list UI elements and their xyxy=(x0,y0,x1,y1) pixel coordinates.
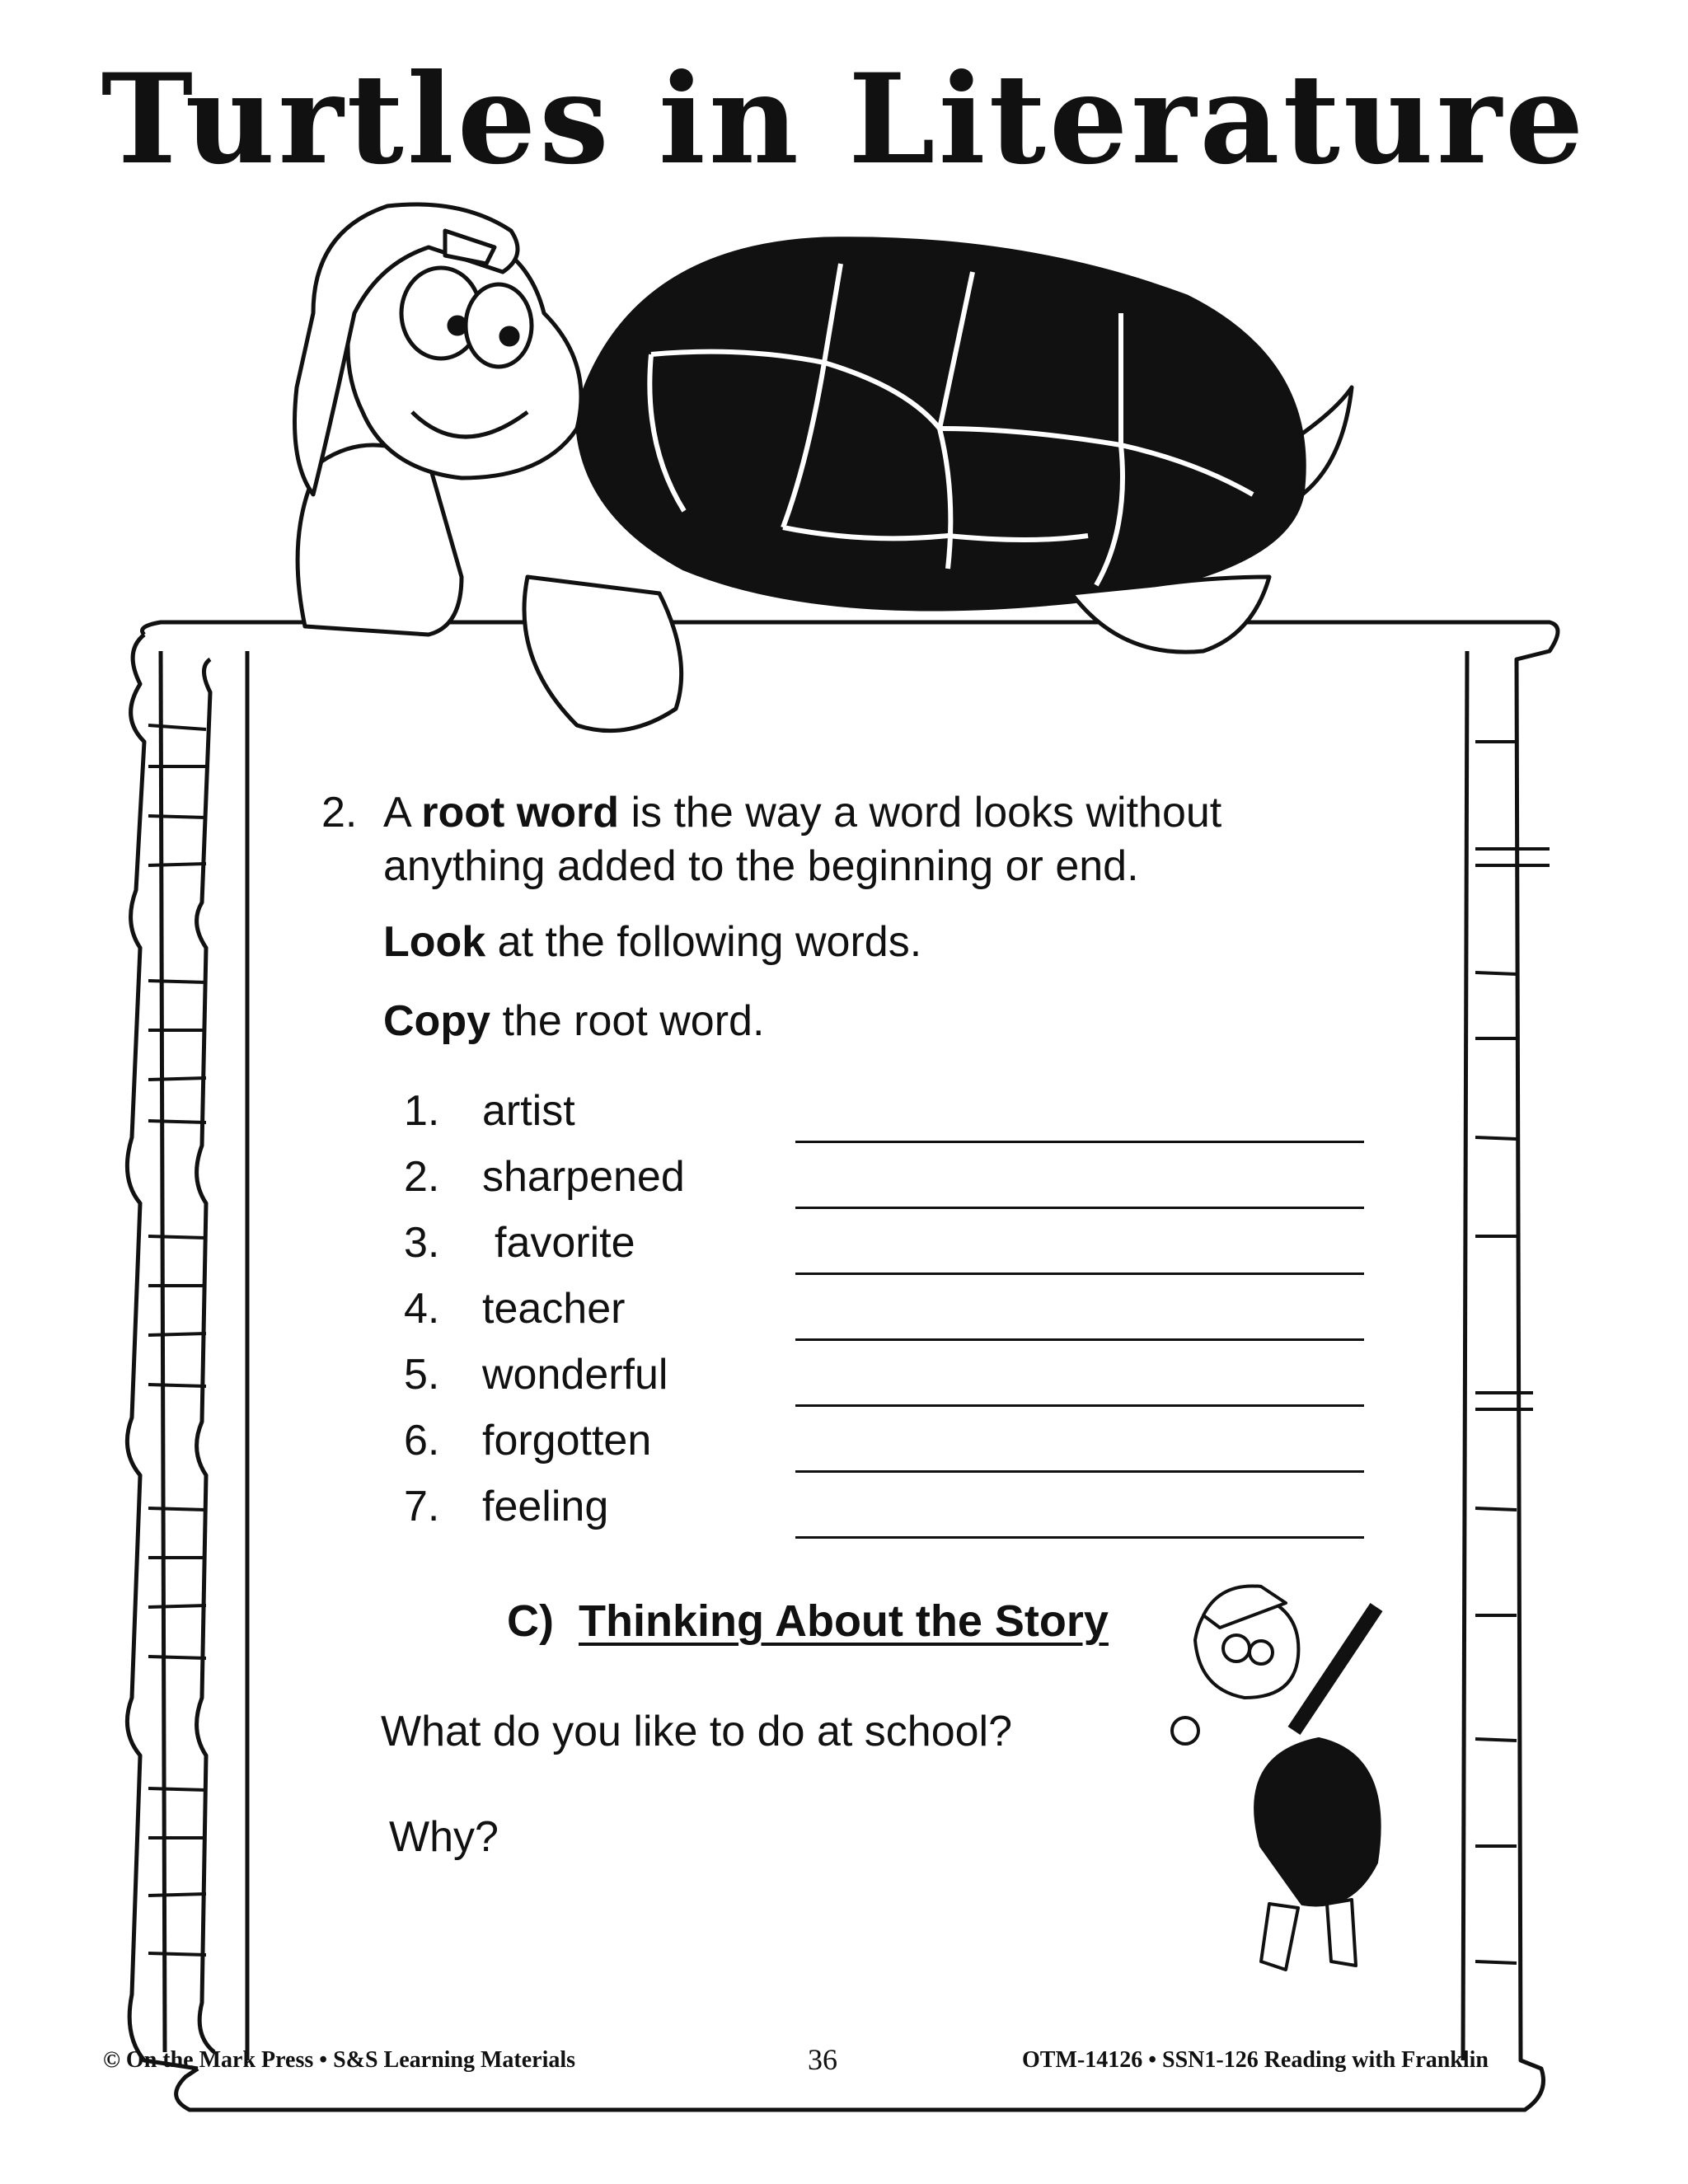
word-text: favorite xyxy=(495,1219,635,1267)
footer-publisher: © On the Mark Press • S&S Learning Materials xyxy=(103,2047,576,2073)
section-c-letter: C) xyxy=(507,1596,554,1646)
question-definition-line-1 xyxy=(383,787,1221,838)
question-number: 2. xyxy=(321,789,358,837)
answer-line[interactable] xyxy=(795,1207,1364,1209)
word-item xyxy=(404,1218,1368,1284)
answer-line[interactable] xyxy=(795,1141,1364,1143)
word-number: 2. xyxy=(404,1153,440,1201)
word-number: 4. xyxy=(404,1285,440,1333)
baseball-turtle-illustration xyxy=(1172,1586,1380,1970)
instruction-copy-bold: Copy xyxy=(383,997,490,1045)
word-item xyxy=(404,1350,1368,1416)
word-number: 7. xyxy=(404,1483,440,1530)
section-c-title: Thinking About the Story xyxy=(579,1596,1109,1646)
page-number: 36 xyxy=(808,2043,837,2076)
word-number: 3. xyxy=(404,1219,440,1267)
word-number: 6. xyxy=(404,1417,440,1465)
answer-line[interactable] xyxy=(795,1404,1364,1407)
word-item xyxy=(404,1416,1368,1482)
instruction-copy xyxy=(383,996,764,1047)
page-title: Turtles in Literature xyxy=(101,47,1587,192)
word-text: forgotten xyxy=(482,1417,652,1465)
instruction-look-bold: Look xyxy=(383,918,486,966)
turtle-illustration xyxy=(295,204,1353,731)
answer-line[interactable] xyxy=(795,1536,1364,1539)
instruction-copy-text: the root word. xyxy=(490,997,765,1045)
word-item xyxy=(404,1152,1368,1218)
word-item xyxy=(404,1086,1368,1152)
why-question: Why? xyxy=(389,1813,499,1861)
word-text: feeling xyxy=(482,1483,609,1530)
word-text: artist xyxy=(482,1087,575,1135)
word-text: teacher xyxy=(482,1285,626,1333)
instruction-look-text: at the following words. xyxy=(485,918,922,966)
word-number: 5. xyxy=(404,1351,440,1399)
answer-line[interactable] xyxy=(795,1470,1364,1473)
question-line1-post: is the way a word looks without xyxy=(619,789,1222,837)
word-text: sharpened xyxy=(482,1153,685,1201)
school-question: What do you like to do at school? xyxy=(381,1708,1013,1755)
answer-line[interactable] xyxy=(795,1272,1364,1275)
section-c-heading xyxy=(507,1595,1109,1648)
instruction-look xyxy=(383,916,921,968)
answer-line[interactable] xyxy=(795,1338,1364,1341)
word-text: wonderful xyxy=(482,1351,668,1399)
footer-product-code: OTM-14126 • SSN1-126 Reading with Franklin xyxy=(1022,2047,1489,2073)
question-line1-pre: A xyxy=(383,789,422,837)
question-definition-line-2: anything added to the beginning or end. xyxy=(383,842,1139,890)
word-item xyxy=(404,1284,1368,1350)
word-number: 1. xyxy=(404,1087,440,1135)
word-item xyxy=(404,1482,1368,1548)
root-word-term: root word xyxy=(421,789,620,837)
